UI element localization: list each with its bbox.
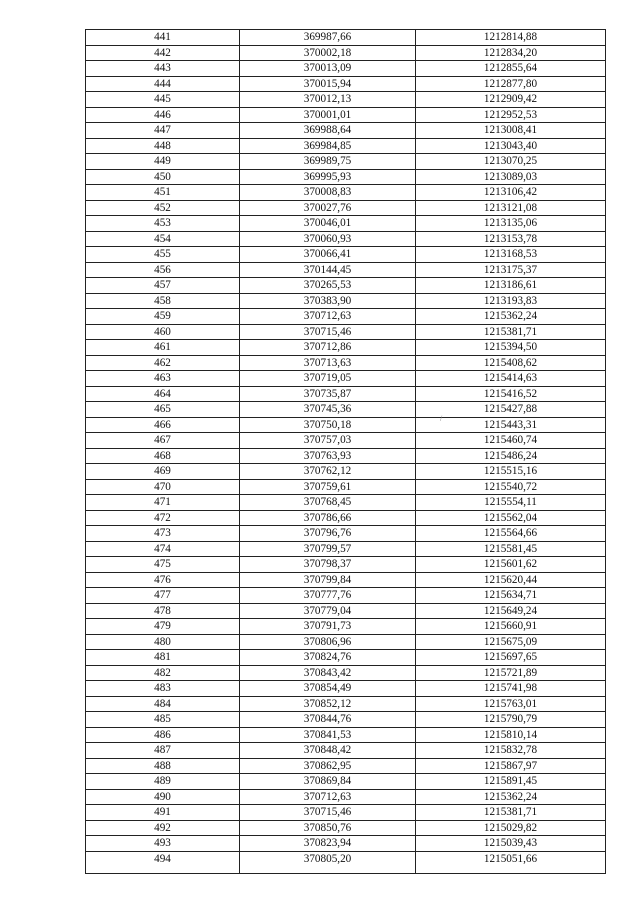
table-row [86, 805, 606, 821]
point-number-cell: 462 [86, 355, 240, 371]
y-coordinate-cell: 1215790,79 [416, 712, 606, 728]
y-coordinate-cell: 1215634,71 [416, 588, 606, 604]
table-row [86, 247, 606, 263]
x-coordinate-cell: 370015,94 [240, 76, 416, 92]
point-number-cell: 446 [86, 107, 240, 123]
x-coordinate-cell: 370745,36 [240, 402, 416, 418]
x-coordinate-cell: 370012,13 [240, 92, 416, 108]
table-row [86, 324, 606, 340]
x-coordinate-cell: 370823,94 [240, 836, 416, 852]
x-coordinate-cell: 369995,93 [240, 169, 416, 185]
table-row [86, 557, 606, 573]
point-number-cell: 493 [86, 836, 240, 852]
y-coordinate-cell: 1215427,88 [416, 402, 606, 418]
point-number-cell: 479 [86, 619, 240, 635]
scan-mark: / [440, 414, 443, 423]
x-coordinate-cell: 370786,66 [240, 510, 416, 526]
y-coordinate-cell: 1215515,16 [416, 464, 606, 480]
x-coordinate-cell: 370843,42 [240, 665, 416, 681]
point-number-cell: 483 [86, 681, 240, 697]
x-coordinate-cell: 370848,42 [240, 743, 416, 759]
point-number-cell: 463 [86, 371, 240, 387]
point-number-cell: 473 [86, 526, 240, 542]
y-coordinate-cell: 1212909,42 [416, 92, 606, 108]
point-number-cell: 455 [86, 247, 240, 263]
table-row [86, 231, 606, 247]
point-number-cell: 492 [86, 820, 240, 836]
y-coordinate-cell: 1213193,83 [416, 293, 606, 309]
table-row [86, 123, 606, 139]
table-row [86, 293, 606, 309]
x-coordinate-cell: 370712,63 [240, 789, 416, 805]
table-row [86, 758, 606, 774]
table-row [86, 619, 606, 635]
x-coordinate-cell: 370027,76 [240, 200, 416, 216]
x-coordinate-cell: 370768,45 [240, 495, 416, 511]
y-coordinate-cell: 1215649,24 [416, 603, 606, 619]
point-number-cell: 466 [86, 417, 240, 433]
point-number-cell: 490 [86, 789, 240, 805]
y-coordinate-cell: 1215051,66 [416, 851, 606, 873]
y-coordinate-cell: 1215029,82 [416, 820, 606, 836]
y-coordinate-cell: 1215601,62 [416, 557, 606, 573]
table-row [86, 386, 606, 402]
point-number-cell: 450 [86, 169, 240, 185]
table-row [86, 448, 606, 464]
y-coordinate-cell: 1213089,03 [416, 169, 606, 185]
x-coordinate-cell: 370796,76 [240, 526, 416, 542]
x-coordinate-cell: 370852,12 [240, 696, 416, 712]
point-number-cell: 457 [86, 278, 240, 294]
x-coordinate-cell: 370715,46 [240, 805, 416, 821]
x-coordinate-cell: 370712,86 [240, 340, 416, 356]
point-number-cell: 489 [86, 774, 240, 790]
point-number-cell: 452 [86, 200, 240, 216]
table-row [86, 30, 606, 46]
point-number-cell: 442 [86, 45, 240, 61]
x-coordinate-cell: 370265,53 [240, 278, 416, 294]
point-number-cell: 454 [86, 231, 240, 247]
x-coordinate-cell: 370791,73 [240, 619, 416, 635]
point-number-cell: 488 [86, 758, 240, 774]
y-coordinate-cell: 1215486,24 [416, 448, 606, 464]
x-coordinate-cell: 370763,93 [240, 448, 416, 464]
point-number-cell: 480 [86, 634, 240, 650]
table-row [86, 417, 606, 433]
x-coordinate-cell: 369987,66 [240, 30, 416, 46]
x-coordinate-cell: 370779,04 [240, 603, 416, 619]
y-coordinate-cell: 1213070,25 [416, 154, 606, 170]
point-number-cell: 465 [86, 402, 240, 418]
x-coordinate-cell: 370013,09 [240, 61, 416, 77]
point-number-cell: 491 [86, 805, 240, 821]
x-coordinate-cell: 370862,95 [240, 758, 416, 774]
point-number-cell: 474 [86, 541, 240, 557]
y-coordinate-cell: 1215408,62 [416, 355, 606, 371]
y-coordinate-cell: 1213153,78 [416, 231, 606, 247]
point-number-cell: 470 [86, 479, 240, 495]
point-number-cell: 445 [86, 92, 240, 108]
table-row [86, 169, 606, 185]
table-row [86, 572, 606, 588]
table-row [86, 402, 606, 418]
table-row [86, 278, 606, 294]
point-number-cell: 487 [86, 743, 240, 759]
x-coordinate-cell: 370002,18 [240, 45, 416, 61]
table-row [86, 61, 606, 77]
x-coordinate-cell: 370735,87 [240, 386, 416, 402]
point-number-cell: 467 [86, 433, 240, 449]
x-coordinate-cell: 370759,61 [240, 479, 416, 495]
x-coordinate-cell: 370712,63 [240, 309, 416, 325]
point-number-cell: 484 [86, 696, 240, 712]
x-coordinate-cell: 370854,49 [240, 681, 416, 697]
x-coordinate-cell: 370713,63 [240, 355, 416, 371]
x-coordinate-cell: 370844,76 [240, 712, 416, 728]
y-coordinate-cell: 1215832,78 [416, 743, 606, 759]
point-number-cell: 471 [86, 495, 240, 511]
point-number-cell: 468 [86, 448, 240, 464]
y-coordinate-cell: 1215540,72 [416, 479, 606, 495]
table-row [86, 45, 606, 61]
x-coordinate-cell: 370046,01 [240, 216, 416, 232]
x-coordinate-cell: 369988,64 [240, 123, 416, 139]
point-number-cell: 460 [86, 324, 240, 340]
point-number-cell: 441 [86, 30, 240, 46]
x-coordinate-cell: 370805,20 [240, 851, 416, 873]
point-number-cell: 481 [86, 650, 240, 666]
y-coordinate-cell: 1213168,53 [416, 247, 606, 263]
x-coordinate-cell: 370144,45 [240, 262, 416, 278]
x-coordinate-cell: 370750,18 [240, 417, 416, 433]
table-row [86, 696, 606, 712]
x-coordinate-cell: 369989,75 [240, 154, 416, 170]
x-coordinate-cell: 370719,05 [240, 371, 416, 387]
table-row [86, 789, 606, 805]
table-row [86, 510, 606, 526]
table-row [86, 154, 606, 170]
x-coordinate-cell: 370060,93 [240, 231, 416, 247]
y-coordinate-cell: 1215394,50 [416, 340, 606, 356]
x-coordinate-cell: 370798,37 [240, 557, 416, 573]
y-coordinate-cell: 1215581,45 [416, 541, 606, 557]
x-coordinate-cell: 369984,85 [240, 138, 416, 154]
y-coordinate-cell: 1215381,71 [416, 324, 606, 340]
point-number-cell: 464 [86, 386, 240, 402]
x-coordinate-cell: 370841,53 [240, 727, 416, 743]
x-coordinate-cell: 370001,01 [240, 107, 416, 123]
coordinates-table [85, 29, 606, 874]
table-row [86, 371, 606, 387]
point-number-cell: 482 [86, 665, 240, 681]
x-coordinate-cell: 370850,76 [240, 820, 416, 836]
table-row [86, 355, 606, 371]
table-row [86, 851, 606, 873]
x-coordinate-cell: 370383,90 [240, 293, 416, 309]
y-coordinate-cell: 1215381,71 [416, 805, 606, 821]
point-number-cell: 444 [86, 76, 240, 92]
point-number-cell: 486 [86, 727, 240, 743]
y-coordinate-cell: 1215741,98 [416, 681, 606, 697]
table-row [86, 479, 606, 495]
point-number-cell: 443 [86, 61, 240, 77]
table-row [86, 262, 606, 278]
x-coordinate-cell: 370762,12 [240, 464, 416, 480]
point-number-cell: 475 [86, 557, 240, 573]
table-row [86, 743, 606, 759]
x-coordinate-cell: 370799,57 [240, 541, 416, 557]
point-number-cell: 451 [86, 185, 240, 201]
point-number-cell: 494 [86, 851, 240, 873]
coordinates-table-body [86, 30, 606, 874]
y-coordinate-cell: 1213135,06 [416, 216, 606, 232]
y-coordinate-cell: 1215697,65 [416, 650, 606, 666]
x-coordinate-cell: 370869,84 [240, 774, 416, 790]
y-coordinate-cell: 1215721,89 [416, 665, 606, 681]
x-coordinate-cell: 370824,76 [240, 650, 416, 666]
y-coordinate-cell: 1215675,09 [416, 634, 606, 650]
table-row [86, 712, 606, 728]
y-coordinate-cell: 1215660,91 [416, 619, 606, 635]
table-row [86, 309, 606, 325]
y-coordinate-cell: 1212834,20 [416, 45, 606, 61]
y-coordinate-cell: 1215620,44 [416, 572, 606, 588]
table-row [86, 92, 606, 108]
y-coordinate-cell: 1213186,61 [416, 278, 606, 294]
table-row [86, 820, 606, 836]
y-coordinate-cell: 1215362,24 [416, 789, 606, 805]
point-number-cell: 458 [86, 293, 240, 309]
y-coordinate-cell: 1215564,66 [416, 526, 606, 542]
x-coordinate-cell: 370715,46 [240, 324, 416, 340]
table-row [86, 185, 606, 201]
y-coordinate-cell: 1215763,01 [416, 696, 606, 712]
table-row [86, 634, 606, 650]
y-coordinate-cell: 1213043,40 [416, 138, 606, 154]
table-row [86, 727, 606, 743]
point-number-cell: 456 [86, 262, 240, 278]
y-coordinate-cell: 1215554,11 [416, 495, 606, 511]
table-row [86, 681, 606, 697]
point-number-cell: 469 [86, 464, 240, 480]
x-coordinate-cell: 370757,03 [240, 433, 416, 449]
x-coordinate-cell: 370066,41 [240, 247, 416, 263]
table-row [86, 200, 606, 216]
y-coordinate-cell: 1215891,45 [416, 774, 606, 790]
table-row [86, 340, 606, 356]
table-row [86, 774, 606, 790]
point-number-cell: 472 [86, 510, 240, 526]
table-row [86, 433, 606, 449]
point-number-cell: 461 [86, 340, 240, 356]
point-number-cell: 453 [86, 216, 240, 232]
y-coordinate-cell: 1215562,04 [416, 510, 606, 526]
table-row [86, 464, 606, 480]
point-number-cell: 476 [86, 572, 240, 588]
point-number-cell: 448 [86, 138, 240, 154]
table-row [86, 138, 606, 154]
point-number-cell: 477 [86, 588, 240, 604]
y-coordinate-cell: 1213121,08 [416, 200, 606, 216]
point-number-cell: 478 [86, 603, 240, 619]
table-row [86, 836, 606, 852]
table-row [86, 107, 606, 123]
table-row [86, 495, 606, 511]
y-coordinate-cell: 1213175,37 [416, 262, 606, 278]
y-coordinate-cell: 1215460,74 [416, 433, 606, 449]
y-coordinate-cell: 1212814,88 [416, 30, 606, 46]
table-row [86, 76, 606, 92]
x-coordinate-cell: 370777,76 [240, 588, 416, 604]
y-coordinate-cell: 1215039,43 [416, 836, 606, 852]
table-row [86, 588, 606, 604]
point-number-cell: 449 [86, 154, 240, 170]
table-row [86, 665, 606, 681]
table-row [86, 541, 606, 557]
y-coordinate-cell: 1215867,97 [416, 758, 606, 774]
y-coordinate-cell: 1215362,24 [416, 309, 606, 325]
x-coordinate-cell: 370806,96 [240, 634, 416, 650]
y-coordinate-cell: 1215443,31 [416, 417, 606, 433]
table-row [86, 603, 606, 619]
point-number-cell: 447 [86, 123, 240, 139]
table-row [86, 216, 606, 232]
y-coordinate-cell: 1213008,41 [416, 123, 606, 139]
point-number-cell: 459 [86, 309, 240, 325]
y-coordinate-cell: 1213106,42 [416, 185, 606, 201]
y-coordinate-cell: 1215414,63 [416, 371, 606, 387]
x-coordinate-cell: 370799,84 [240, 572, 416, 588]
y-coordinate-cell: 1212855,64 [416, 61, 606, 77]
table-row [86, 526, 606, 542]
point-number-cell: 485 [86, 712, 240, 728]
x-coordinate-cell: 370008,83 [240, 185, 416, 201]
table-row [86, 650, 606, 666]
y-coordinate-cell: 1215416,52 [416, 386, 606, 402]
y-coordinate-cell: 1212952,53 [416, 107, 606, 123]
y-coordinate-cell: 1215810,14 [416, 727, 606, 743]
y-coordinate-cell: 1212877,80 [416, 76, 606, 92]
